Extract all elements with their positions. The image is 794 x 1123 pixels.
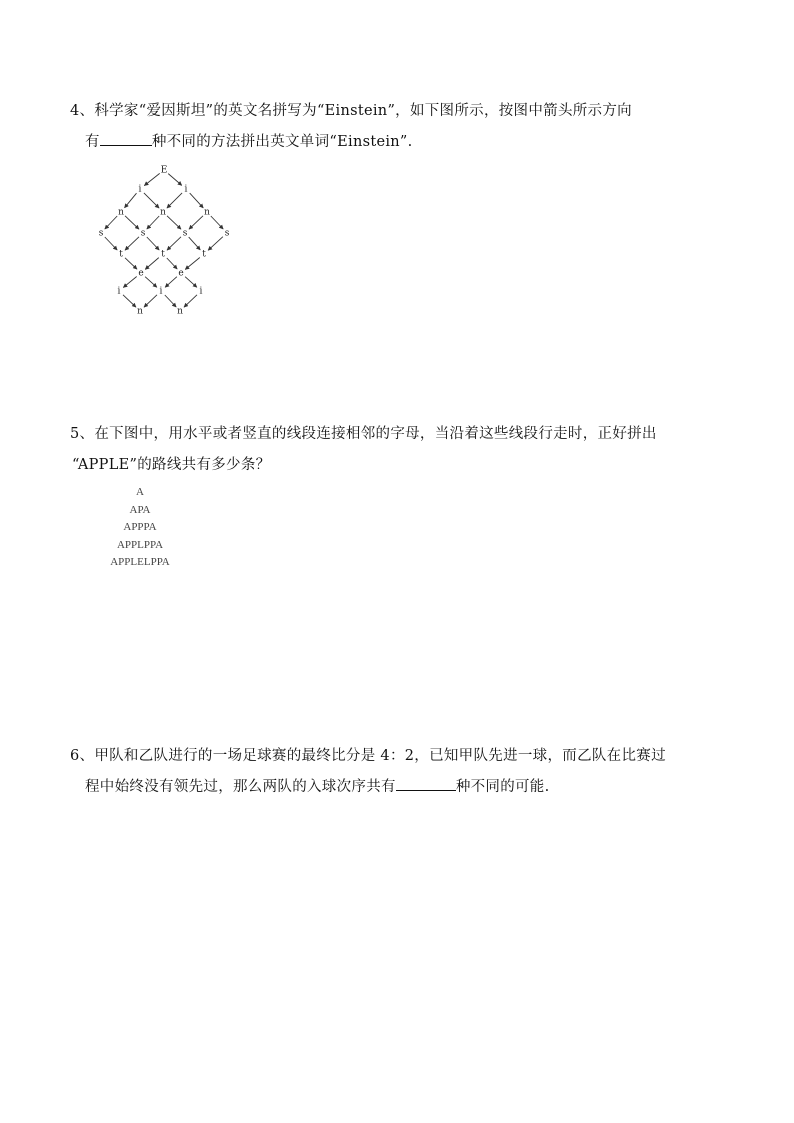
diagram-arrows (105, 173, 223, 307)
diagram-letters (99, 166, 230, 317)
diagram-letter: s (224, 228, 230, 239)
diagram-arrow (144, 173, 159, 185)
apple-letter-triangle (80, 484, 200, 572)
diagram-letter: s (98, 228, 104, 239)
question-4-line-2-post: 种不同的方法拼出英文单词“Einstein”. (151, 134, 413, 150)
diagram-letter: t (161, 249, 165, 260)
diagram-arrow (184, 295, 197, 307)
diagram-arrow (125, 193, 137, 208)
apple-row-5: APPLELPPA (110, 556, 170, 569)
diagram-arrow (211, 216, 223, 229)
answer-blank-q4[interactable] (100, 133, 152, 146)
diagram-letter: E (160, 165, 168, 176)
question-6-line-2-pre: 程中始终没有领先过，那么两队的入球次序共有 (85, 779, 396, 795)
diagram-arrow (185, 277, 197, 288)
diagram-letter: t (202, 249, 206, 260)
question-4 (70, 96, 632, 158)
diagram-arrow (125, 216, 139, 229)
diagram-letter: n (160, 207, 166, 218)
diagram-letter: i (117, 286, 121, 297)
diagram-arrow (165, 295, 176, 307)
diagram-letter: i (159, 286, 163, 297)
diagram-arrow (145, 277, 157, 288)
diagram-letter: t (119, 249, 123, 260)
question-5-line-2: “APPLE”的路线共有多少条？ (72, 457, 271, 473)
diagram-arrow (105, 216, 117, 229)
diagram-arrow (208, 237, 223, 251)
question-4-line-2 (70, 127, 632, 158)
diagram-letter: n (118, 207, 124, 218)
diagram-arrow (144, 295, 157, 307)
apple-row-4: APPLPPA (116, 538, 164, 551)
diagram-letter: n (137, 306, 143, 317)
question-6-line-2 (70, 772, 666, 803)
diagram-arrow (147, 216, 159, 229)
question-6-line-2-post: 种不同的可能. (455, 779, 550, 795)
question-4-line-2-pre: 有 (85, 134, 100, 150)
diagram-arrow (123, 277, 136, 288)
question-4-line-1: 4、科学家“爱因斯坦”的英文名拼写为“Einstein”，如下图所示，按图中箭头所示方向 (70, 103, 632, 119)
question-6-line-1: 6、甲队和乙队进行的一场足球赛的最终比分是 4：2，已知甲队先进一球，而乙队在比赛过 (70, 748, 666, 764)
diagram-letter: n (204, 207, 210, 218)
diagram-arrow (105, 237, 117, 250)
question-5 (70, 419, 657, 481)
diagram-letter: s (182, 228, 188, 239)
diagram-arrow (168, 174, 182, 186)
apple-row-3: APPPA (123, 521, 157, 534)
diagram-letter: n (177, 306, 183, 317)
diagram-arrow (145, 258, 159, 270)
diagram-letter: e (138, 268, 144, 279)
diagram-arrow (185, 258, 200, 270)
diagram-arrow (167, 237, 181, 250)
diagram-arrow (189, 216, 203, 229)
diagram-arrow (167, 193, 182, 208)
answer-blank-q6[interactable] (396, 778, 456, 791)
diagram-letter: e (178, 268, 184, 279)
diagram-arrow (190, 193, 204, 208)
diagram-letter: i (199, 286, 203, 297)
question-6 (70, 741, 666, 803)
diagram-arrow (144, 193, 159, 208)
question-5-line-1: 5、在下图中，用水平或者竖直的线段连接相邻的字母，当沿着这些线段行走时，正好拼出 (70, 426, 657, 442)
diagram-arrow (165, 277, 177, 288)
diagram-arrow (123, 295, 136, 307)
diagram-letter: i (184, 184, 188, 195)
apple-row-2: APA (129, 503, 151, 516)
diagram-arrow (167, 216, 181, 229)
diagram-arrow (189, 237, 201, 250)
diagram-letter: s (140, 228, 146, 239)
einstein-arrow-diagram (93, 160, 243, 320)
diagram-arrow (167, 258, 177, 269)
apple-row-1: A (136, 486, 144, 498)
diagram-arrow (125, 237, 139, 250)
diagram-arrow (147, 237, 159, 250)
diagram-arrow (125, 258, 137, 269)
diagram-letter: i (138, 184, 142, 195)
